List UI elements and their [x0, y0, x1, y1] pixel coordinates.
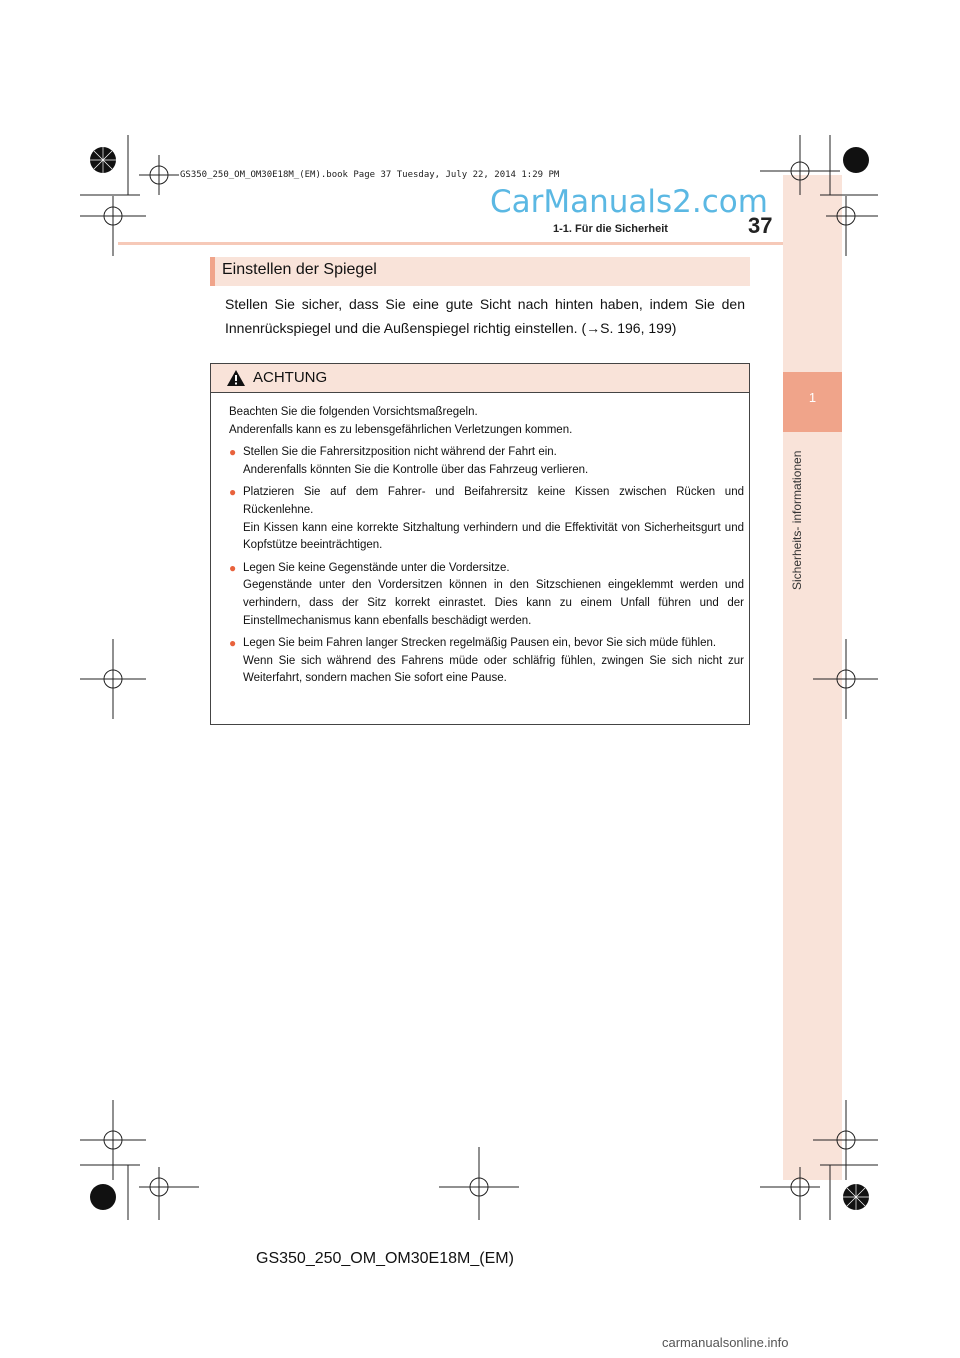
footer-site-watermark: carmanualsonline.info [662, 1335, 789, 1350]
running-section-title: 1-1. Für die Sicherheit [553, 223, 668, 235]
warning-item-line-2: Ein Kissen kann eine korrekte Sitzhaltung verhindern und die Effektivität von Sicherheitsgurt und Kopfstütze beeinträchtigen. [243, 521, 744, 552]
crosshair-mark-top-left-2 [80, 196, 146, 256]
warning-item-line-1: Stellen Sie die Fahrersitzposition nicht während der Fahrt ein. [243, 446, 557, 459]
warning-item-line-1: Platzieren Sie auf dem Fahrer- und Beifahrersitz keine Kissen zwischen Rücken und Rückenlehne. [243, 486, 744, 516]
warning-item-line-1: Legen Sie beim Fahren langer Strecken regelmäßig Pausen ein, bevor Sie sich müde fühlen. [243, 637, 717, 650]
crosshair-mark-bottom-left-2 [139, 1167, 199, 1220]
header-rule [118, 242, 783, 245]
crosshair-mark-bottom-right-2 [813, 1100, 878, 1180]
solid-mark-top-right [843, 147, 869, 173]
page-number: 37 [748, 213, 773, 238]
crosshair-mark-bottom-left-1 [80, 1100, 146, 1180]
warning-item-line-2: Gegenstände unter den Vordersitzen können in den Sitzschienen eingeklemmt werden und verhindern, dass der Sitz korrekt einrastet. Dies kann zu einem Unfall führen und der Einstellmechanismus kann ebenfalls beschädigt werden. [243, 579, 744, 627]
crosshair-mark-mid-left [80, 639, 146, 719]
bullet-dot-icon: ● [229, 560, 237, 575]
crosshair-mark-top-left-1 [139, 155, 179, 195]
warning-triangle-icon [226, 369, 246, 387]
bullet-dot-icon: ● [229, 445, 237, 460]
warning-item-line-2: Anderenfalls könnten Sie die Kontrolle über das Fahrzeug verlieren. [243, 463, 589, 476]
solid-mark-bottom-left [90, 1184, 116, 1210]
warning-intro-line-1: Beachten Sie die folgenden Vorsichtsmaßregeln. [229, 406, 478, 418]
warning-item [229, 560, 744, 630]
footer-document-code: GS350_250_OM_OM30E18M_(EM) [256, 1250, 514, 1267]
crosshair-mark-bottom-center [439, 1147, 519, 1220]
warning-item [229, 635, 744, 688]
side-tab-label: Sicherheits- informationen [790, 450, 804, 590]
crosshair-mark-bottom-right-1 [760, 1167, 820, 1220]
warning-item [229, 444, 744, 479]
section-heading: Einstellen der Spiegel [222, 261, 377, 278]
crosshair-mark-mid-right [813, 639, 878, 719]
print-book-info: GS350_250_OM_OM30E18M_(EM).book Page 37 Tuesday, July 22, 2014 1:29 PM [180, 170, 560, 180]
watermark-logo: CarManuals2.com [490, 184, 768, 220]
warning-intro-line-2: Anderenfalls kann es zu lebensgefährlichen Verletzungen kommen. [229, 423, 573, 436]
crosshair-mark-top-right-2 [826, 196, 878, 256]
side-tab-number: 1 [808, 390, 817, 405]
intro-paragraph: Stellen Sie sicher, dass Sie eine gute Sicht nach hinten haben, indem Sie den Innenrückspiegel und die Außenspiegel richtig einstellen. (→S. 196, 199) [225, 296, 745, 336]
warning-body [229, 404, 744, 688]
warning-item [229, 484, 744, 554]
warning-item-line-1: Legen Sie keine Gegenstände unter die Vordersitze. [243, 561, 510, 574]
bullet-dot-icon: ● [229, 485, 237, 500]
bullet-dot-icon: ● [229, 636, 237, 651]
warning-title: ACHTUNG [253, 369, 328, 386]
warning-item-line-2: Wenn Sie sich während des Fahrens müde oder schläfrig fühlen, zwingen Sie sich nicht zur Weiterfahrt, sondern machen Sie sofort eine Pause. [243, 654, 744, 685]
crosshair-mark-top-right-1 [760, 135, 840, 195]
